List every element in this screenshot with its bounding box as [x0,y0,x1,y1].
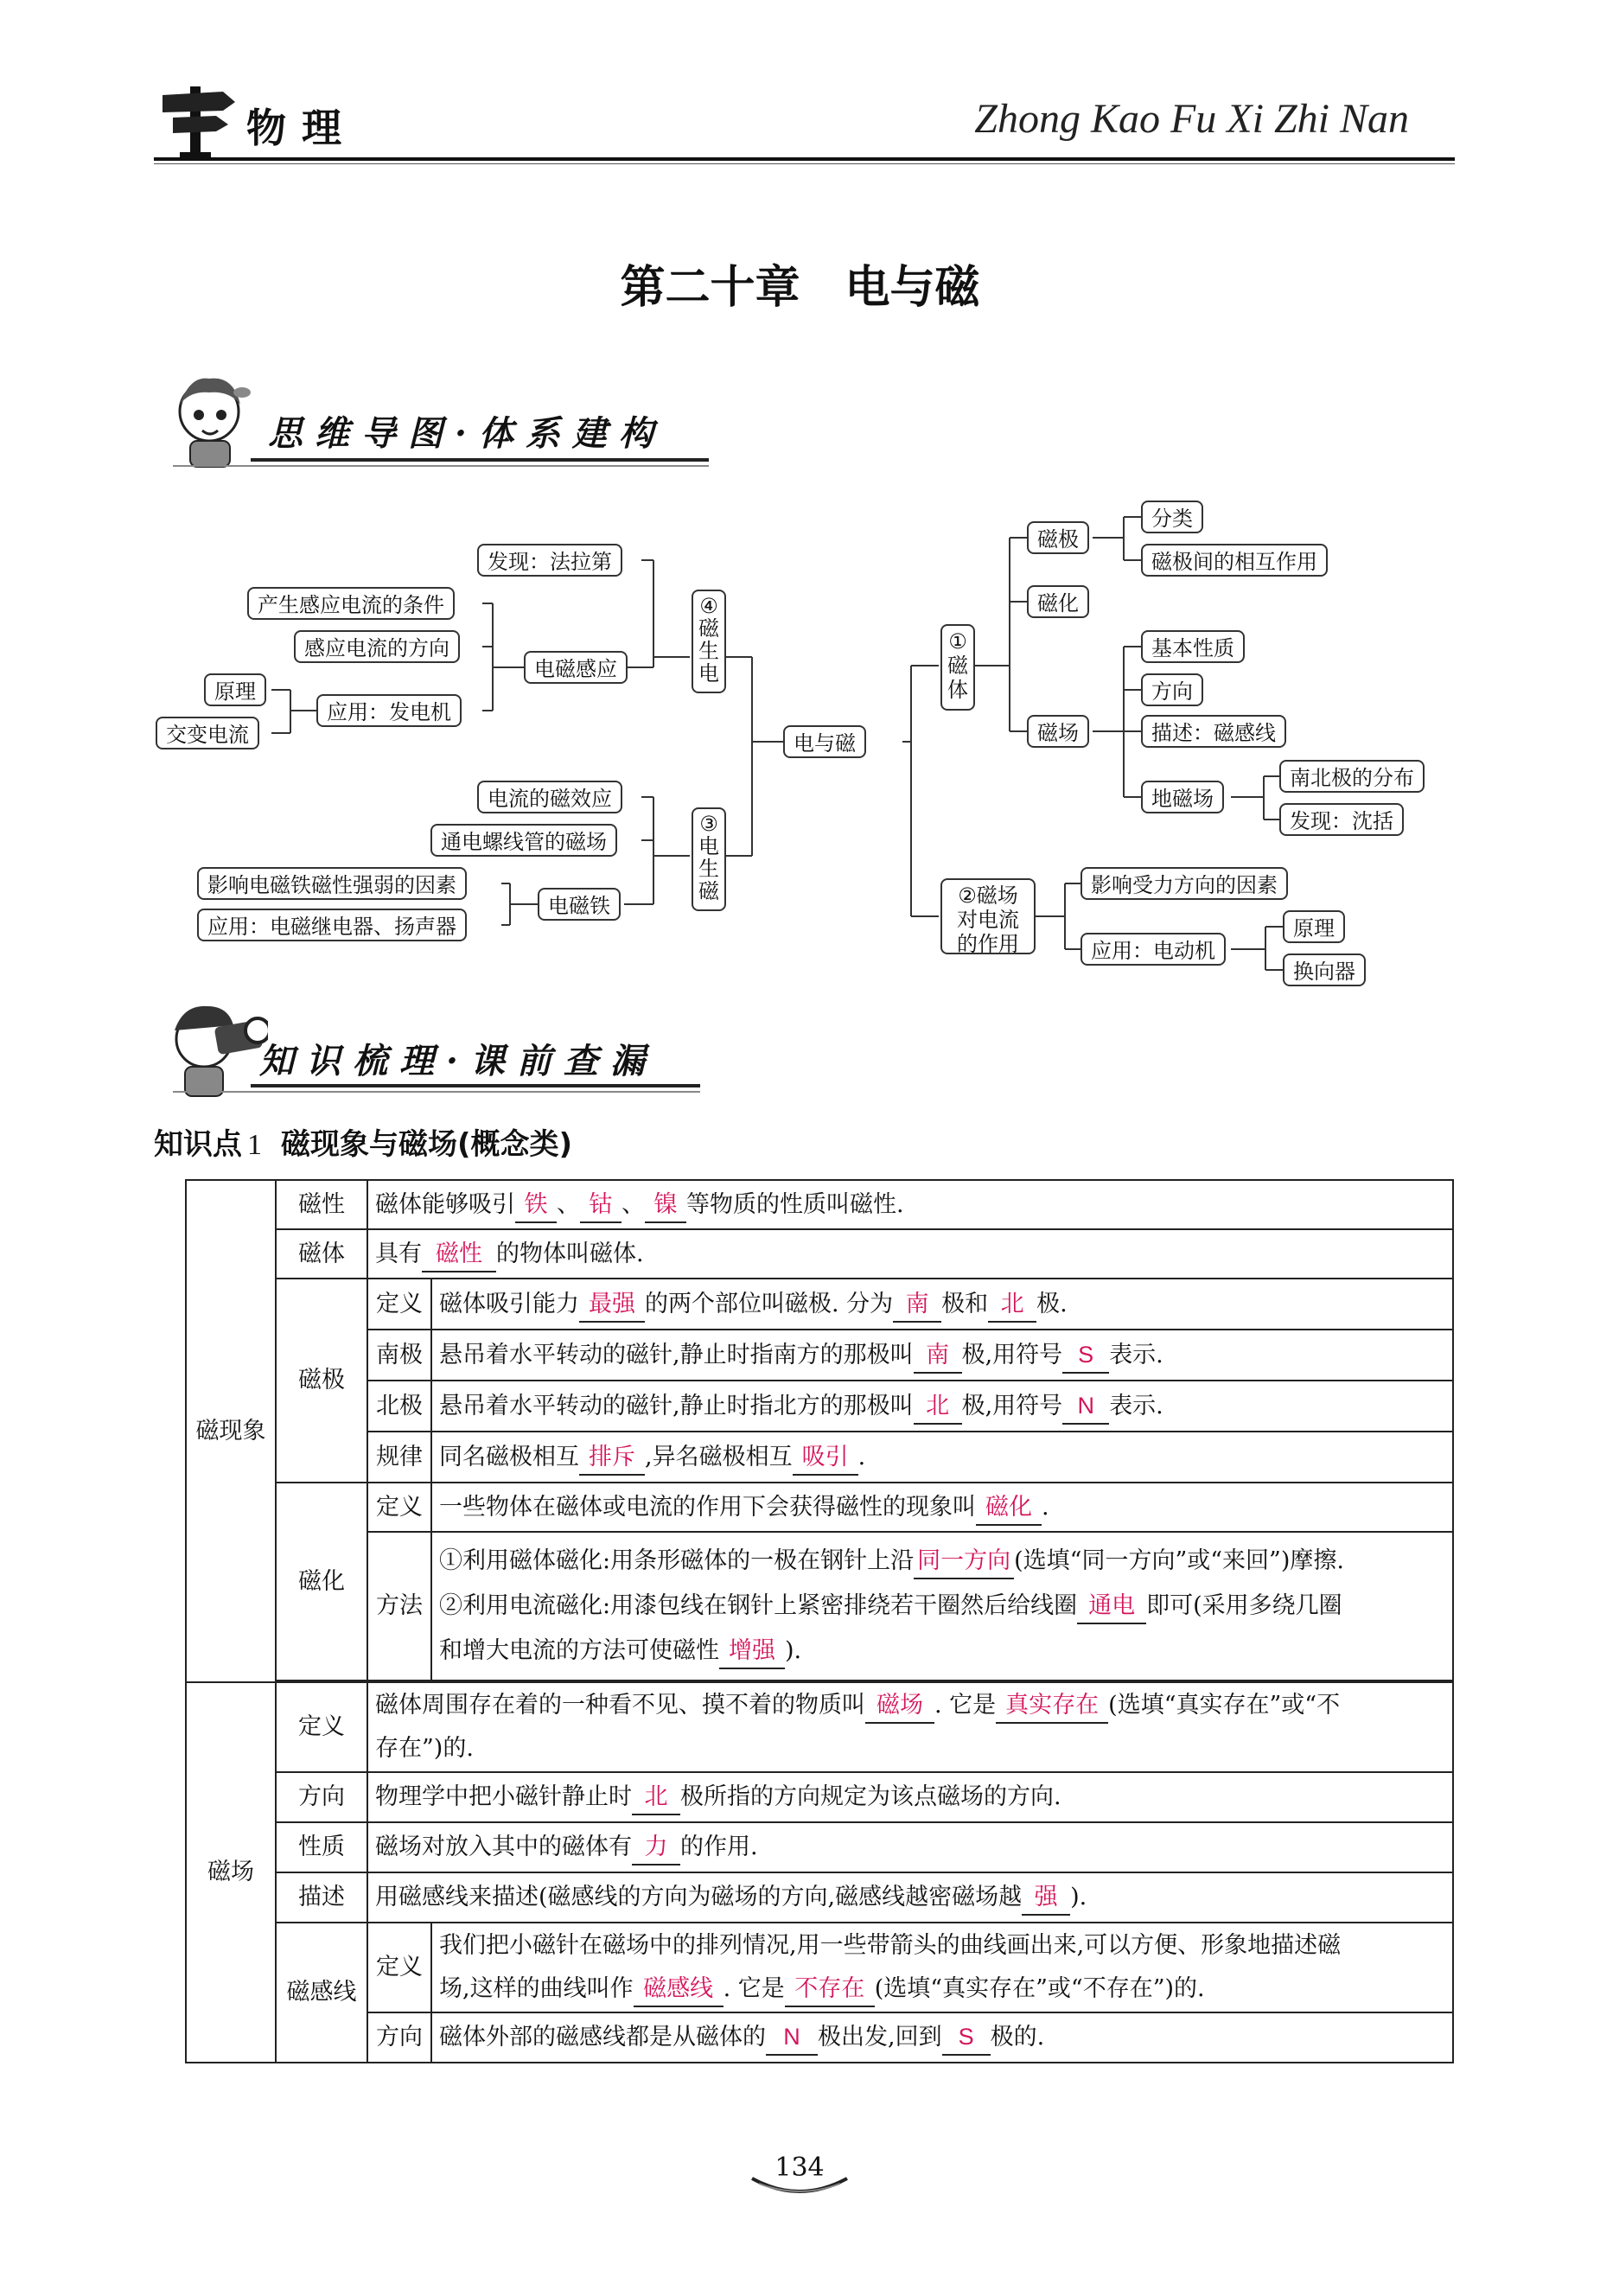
row-label: 方法 [367,1532,431,1681]
text: 等物质的性质叫磁性. [686,1190,904,1218]
row-label: 定义 [367,1923,431,2012]
text: 具有 [375,1240,422,1267]
page-number: 134 [775,2152,825,2183]
answer-blank: S [942,2019,991,2056]
answer-blank: 铁 [515,1187,557,1223]
mindmap-node-magnetization: 磁化 [1027,585,1089,618]
table-row [186,1229,1453,1279]
knowledge-point-number: 1 [247,1129,262,1161]
group-magnetic-field: 磁场 [186,1682,276,2063]
text: 悬吊着水平转动的磁针,静止时指北方的那极叫 [439,1392,914,1419]
text: (选填“真实存在”或“不 [1108,1692,1341,1719]
method-line [439,1584,1445,1629]
knowledge-point-title: 磁现象与磁场(概念类) [281,1127,573,1162]
text: 用磁感线来描述(磁感线的方向为磁场的方向,磁感线越密磁场越 [375,1884,1023,1910]
row-label: 北极 [367,1381,431,1432]
mindmap-node-solenoid: 通电螺线管的磁场 [430,824,617,857]
row-content [431,1381,1453,1432]
section-mindmap-rule-thin [173,465,709,467]
mindmap-node-current-effect: 电流的磁效应 [477,781,622,813]
mindmap-node-force-factors: 影响受力方向的因素 [1080,867,1288,900]
row-content [367,1822,1453,1872]
row-content [367,1772,1453,1822]
mindmap-node-induction-conditions: 产生感应电流的条件 [247,587,455,620]
text: 磁体吸引能力 [439,1290,579,1317]
mindmap-node-pole: 磁极 [1027,521,1089,554]
answer-blank: 磁性 [422,1236,496,1272]
table-row [186,1923,1453,2012]
text: 悬吊着水平转动的磁针,静止时指南方的那极叫 [439,1341,914,1368]
answer-blank: 北 [988,1286,1036,1323]
section-knowledge-title: 知识梳理·课前查漏 [259,1041,657,1081]
knowledge-point-label: 知识点 [154,1127,242,1162]
mindmap-node-generator-principle: 原理 [204,673,266,706]
row-label: 磁体 [276,1229,367,1279]
mindmap-node-earth-discovery: 发现：沈括 [1279,803,1404,836]
answer-blank: 钴 [580,1187,622,1223]
mindmap-node-motor: 应用：电动机 [1080,933,1226,966]
method-line [439,1629,1445,1674]
text: ①利用磁体磁化:用条形磁体的一极在钢针上沿 [439,1547,915,1574]
text: (选填“真实存在”或“不存在”)的. [874,1975,1205,2002]
text: 和增大电流的方法可使磁性 [439,1637,719,1664]
header-rule-thin [154,163,1455,164]
text: ). [1070,1884,1087,1910]
answer-blank: 南 [914,1337,962,1374]
knowledge-point-heading [154,1120,572,1163]
section-knowledge-rule [251,1084,700,1087]
text: 表示. [1109,1392,1163,1419]
text: 、 [557,1190,580,1218]
answer-blank: 不存在 [785,1971,875,2007]
mindmap-node-earth-field: 地磁场 [1141,781,1224,813]
text: 极,用符号 [961,1392,1063,1419]
row-label: 方向 [367,2012,431,2063]
section-knowledge-rule-thin [173,1091,700,1093]
text: ). [785,1637,802,1664]
text: 、 [622,1190,645,1218]
mindmap-node-field-desc: 描述：磁感线 [1141,715,1286,748]
mindmap-branch-magnet-to-current: ④ 磁 生 电 [692,590,726,693]
answer-blank: 力 [632,1829,680,1866]
text: 的物体叫磁体. [496,1240,644,1267]
text: 我们把小磁针在磁场中的排列情况,用一些带箭头的曲线画出来,可以方便、形象地描述磁 [439,1932,1342,1959]
mindmap-node-earth-poles: 南北极的分布 [1279,760,1425,793]
text: 一些物体在磁体或电流的作用下会获得磁性的现象叫 [439,1493,976,1521]
mindmap-node-pole-interaction: 磁极间的相互作用 [1141,544,1328,577]
row-content [431,2012,1453,2063]
group-magnetic-phenomena: 磁现象 [186,1180,276,1682]
table-row [186,1330,1453,1381]
row-content [431,1923,1453,2012]
subgroup-magnetization: 磁化 [276,1483,367,1681]
header-rule [154,157,1455,161]
text: . 它是 [723,1975,785,2002]
text: (选填“同一方向”或“来回”)摩擦. [1014,1547,1344,1574]
section-mindmap-title: 思维导图·体系建构 [268,413,666,454]
text: 磁体外部的磁感线都是从磁体的 [439,2024,766,2050]
answer-blank: 通电 [1077,1588,1146,1624]
knowledge-table [185,1179,1454,2063]
text: 的作用. [680,1834,758,1860]
table-row [186,1180,1453,1229]
answer-blank: 排斥 [579,1439,645,1476]
text: 极和 [941,1290,989,1317]
mindmap-node-em-factors: 影响电磁铁磁性强弱的因素 [197,867,467,900]
answer-blank: 磁场 [865,1687,934,1724]
answer-blank: S [1062,1337,1109,1374]
text: 即可(采用多绕几圈 [1146,1592,1342,1619]
row-content [431,1279,1453,1330]
row-label: 性质 [276,1822,367,1872]
answer-blank: 真实存在 [996,1687,1108,1724]
mindmap-node-induction: 电磁感应 [524,651,628,684]
answer-blank: 吸引 [793,1439,858,1476]
table-row [186,2012,1453,2063]
answer-blank: 镍 [645,1187,686,1223]
row-content [367,1229,1453,1279]
table-row [186,1279,1453,1330]
mindmap-node-em-apps: 应用：电磁继电器、扬声器 [197,909,467,941]
answer-blank: 南 [893,1286,941,1323]
text: 的两个部位叫磁极. 分为 [645,1290,894,1317]
mindmap-node-electromagnet: 电磁铁 [538,888,621,921]
row-label: 描述 [276,1872,367,1923]
table-row [186,1682,1453,1772]
answer-blank: N [1062,1388,1109,1425]
row-content [367,1180,1453,1229]
mindmap-node-motor-principle: 原理 [1283,910,1345,943]
mindmap-branch-current-to-magnet: ③ 电 生 磁 [692,807,726,911]
row-content [431,1432,1453,1483]
mindmap-node-field-direction: 方向 [1141,673,1203,706]
mindmap-branch-force: ②磁场 对电流 的作用 [940,878,1036,954]
row-content [431,1532,1453,1681]
row-content [431,1330,1453,1381]
mindmap-node-field-nature: 基本性质 [1141,630,1245,663]
answer-blank: N [766,2019,818,2056]
signpost-icon [156,80,242,157]
text: ②利用电流磁化:用漆包线在钢针上紧密排绕若干圈然后给线圈 [439,1592,1078,1619]
mindmap-branch-magnet: ① 磁 体 [940,624,975,711]
answer-blank: 北 [632,1779,680,1815]
answer-blank: 北 [914,1388,962,1425]
table-row [186,1381,1453,1432]
table-row [186,1432,1453,1483]
text: 磁场对放入其中的磁体有 [375,1834,632,1860]
text: 表示. [1109,1341,1163,1368]
method-line [439,1539,1445,1584]
text: 物理学中把小磁针静止时 [375,1783,632,1810]
answer-blank: 增强 [719,1633,785,1669]
mindmap-node-generator: 应用：发电机 [316,694,462,727]
subgroup-field-lines: 磁感线 [276,1923,367,2063]
row-content [431,1483,1453,1532]
row-label: 定义 [367,1279,431,1330]
row-label: 定义 [367,1483,431,1532]
table-row [186,1822,1453,1872]
mindmap-node-ac: 交变电流 [156,717,259,749]
text: 极所指的方向规定为该点磁场的方向. [680,1783,1061,1810]
answer-blank: 磁化 [976,1489,1042,1526]
table-row [186,1772,1453,1822]
text: 极出发,回到 [818,2024,942,2050]
mindmap-node-commutator: 换向器 [1283,953,1366,986]
text: 极. [1036,1290,1068,1317]
row-label: 定义 [276,1682,367,1772]
subject-label: 物理 [246,105,357,151]
text: 极,用符号 [961,1341,1063,1368]
answer-blank: 最强 [579,1286,645,1323]
table-row [186,1483,1453,1532]
mindmap-node-induction-direction: 感应电流的方向 [294,630,460,663]
chapter-title: 第二十章 电与磁 [620,262,980,314]
row-label: 磁性 [276,1180,367,1229]
text: 极的. [990,2024,1045,2050]
text: ,异名磁极相互 [645,1443,793,1470]
table-row [186,1532,1453,1681]
text: 存在”)的. [375,1735,474,1762]
text: 同名磁极相互 [439,1443,579,1470]
answer-blank: 同一方向 [914,1543,1014,1579]
text: 场,这样的曲线叫作 [439,1975,634,2002]
row-content [367,1872,1453,1923]
table-row [186,1872,1453,1923]
row-label: 规律 [367,1432,431,1483]
subgroup-pole: 磁极 [276,1279,367,1483]
mindmap-root: 电与磁 [783,725,866,758]
answer-blank: 强 [1022,1879,1070,1916]
text: . [857,1443,866,1470]
text: 磁体周围存在着的一种看不见、摸不着的物质叫 [375,1692,865,1719]
row-content [367,1682,1453,1772]
text: . [1042,1493,1049,1521]
text: . 它是 [934,1692,997,1719]
row-label: 南极 [367,1330,431,1381]
mindmap-node-field: 磁场 [1027,715,1089,748]
answer-blank: 磁感线 [634,1971,724,2007]
row-label: 方向 [276,1772,367,1822]
text: 磁体能够吸引 [375,1190,515,1218]
series-title: Zhong Kao Fu Xi Zhi Nan [974,96,1409,142]
mindmap-node-faraday: 发现：法拉第 [477,544,622,577]
mindmap-node-pole-class: 分类 [1141,501,1203,533]
section-mindmap-rule [251,458,709,462]
